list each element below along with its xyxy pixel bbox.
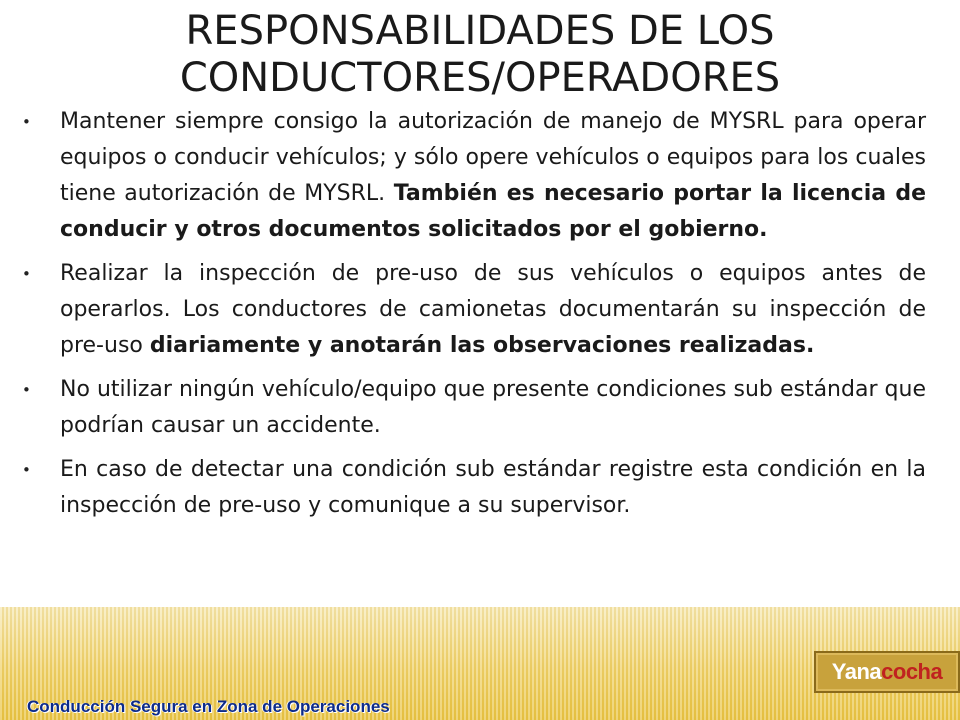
bullet-dot-icon: • xyxy=(22,113,31,131)
yanacocha-logo xyxy=(814,651,960,693)
bullet-dot-icon: • xyxy=(22,381,31,399)
bullet-dot-icon: • xyxy=(22,461,31,479)
bullet-text: No utilizar ningún vehículo/equipo que presente condiciones sub estándar que podrían causar un accidente. xyxy=(60,377,926,438)
bullet-dot-icon: • xyxy=(22,265,31,283)
bullet-item xyxy=(20,104,926,248)
bullet-text: En caso de detectar una condición sub estándar registre esta condición en la inspección de pre-uso y comunique a su supervisor. xyxy=(60,457,926,518)
bullet-item xyxy=(20,256,926,364)
bullet-bold-text: diariamente y anotarán las observaciones realizadas. xyxy=(149,333,815,358)
logo-text-part1: Yana xyxy=(831,659,882,684)
bullet-text: Mantener siempre consigo la autorización de manejo de MYSRL para operar equipos o conducir vehículos; y sólo opere vehículos o equipos para los cuales tiene autorización de MYSRL. xyxy=(60,109,926,206)
footer-caption: Conducción Segura en Zona de Operaciones xyxy=(27,697,390,716)
slide-title-line-1: RESPONSABILIDADES DE LOS xyxy=(185,8,775,54)
bullet-item xyxy=(20,452,926,524)
logo-text-part2: cocha xyxy=(881,659,943,684)
bullet-item xyxy=(20,372,926,444)
bullet-text: Realizar la inspección de pre-uso de sus vehículos o equipos antes de operarlos. Los conductores de camionetas documentarán su inspección de pre-uso xyxy=(60,261,926,358)
slide-title-line-2: CONDUCTORES/OPERADORES xyxy=(179,55,781,101)
slide-title xyxy=(0,8,960,102)
bullet-list xyxy=(20,104,926,532)
bullet-bold-text: También es necesario portar la licencia de conducir y otros documentos solicitados por el gobierno. xyxy=(60,181,926,242)
